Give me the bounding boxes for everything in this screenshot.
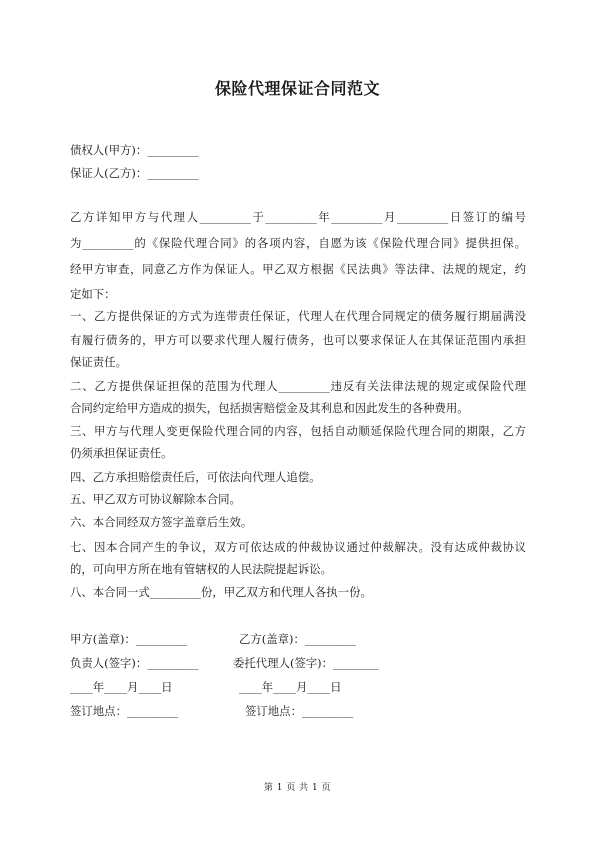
- clause-5-line: 五、甲乙双方可协议解除本合同。: [70, 492, 241, 506]
- clause-1-line: 一、乙方提供保证的方式为连带责任保证，代理人在代理合同规定的债务履行期届满没: [70, 309, 526, 323]
- clause-3-line: 仍须承担保证责任。: [70, 446, 173, 460]
- sig-party-a-place: 签订地点：_________: [70, 704, 179, 718]
- sig-party-b-date: ____年____月____日: [239, 680, 342, 694]
- sig-party-b-seal: 乙方(盖章)：_________: [239, 632, 357, 646]
- clause-1-line: 有履行债务的，甲方可以要求代理人履行债务，也可以要求保证人在其保证范围内承担: [70, 333, 526, 347]
- sig-party-a-seal: 甲方(盖章)：_________: [70, 632, 188, 646]
- clause-8-line: 八、本合同一式_________份，甲乙双方和代理人各执一份。: [70, 585, 372, 599]
- clause-7-line: 的，可向甲方所在地有管辖权的人民法院提起诉讼。: [70, 562, 332, 576]
- body-line: 为_________的《保险代理合同》的各项内容，自愿为该《保险代理合同》提供担保。: [70, 236, 526, 250]
- clause-2-line: 合同约定给甲方造成的损失，包括损害赔偿金及其利息和因此发生的各种费用。: [70, 401, 469, 415]
- sig-party-b-agent: 委托代理人(签字)：________: [233, 656, 379, 670]
- clause-3-line: 三、甲方与代理人变更保险代理合同的内容，包括自动顺延保险代理合同的期限，乙方: [70, 424, 526, 438]
- page-title: 保险代理保证合同范文: [214, 79, 380, 98]
- party-creditor: 债权人(甲方)：_________: [70, 143, 199, 157]
- clause-1-line: 保证责任。: [70, 355, 127, 369]
- body-line: 定如下：: [70, 287, 116, 301]
- body-line: 乙方详知甲方与代理人_________于_________年_________月_________日签订的编号: [70, 210, 526, 224]
- clause-7-line: 七、因本合同产生的争议，双方可依达成的仲裁协议通过仲裁解决。没有达成仲裁协议: [70, 540, 526, 554]
- clause-2-line: 二、乙方提供保证担保的范围为代理人_________违反有关法律法规的规定或保险代理: [70, 379, 526, 393]
- body-line: 经甲方审查，同意乙方作为保证人。甲乙双方根据《民法典》等法律、法规的规定，约: [70, 262, 526, 276]
- page-number-footer: 第 1 页 共 1 页: [263, 783, 332, 793]
- sig-party-b-place: 签订地点：_________: [245, 704, 354, 718]
- party-guarantor: 保证人(乙方)：_________: [70, 166, 199, 180]
- sig-party-a-date: ____年____月____日: [70, 680, 173, 694]
- clause-6-line: 六、本合同经双方签字盖章后生效。: [70, 515, 253, 529]
- sig-party-a-responsible: 负责人(签字)：_________: [70, 656, 199, 670]
- clause-4-line: 四、乙方承担赔偿责任后，可依法向代理人追偿。: [70, 470, 321, 484]
